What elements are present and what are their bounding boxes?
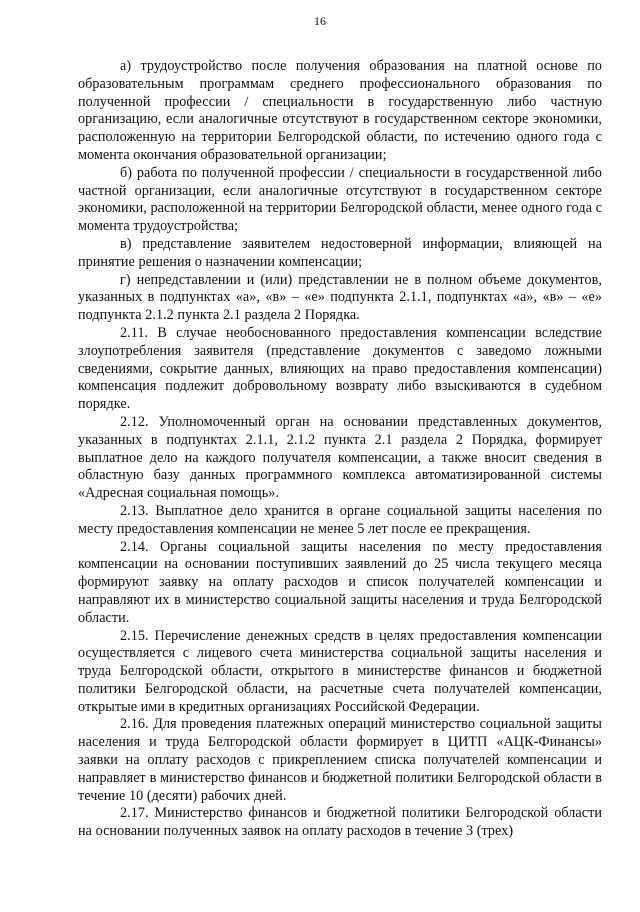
paragraph-item-v: в) представление заявителем недостоверной информации, влияющей на принятие решения о назначении компенсации; (78, 235, 602, 270)
paragraph-2-17: 2.17. Министерство финансов и бюджетной политики Белгородской области на основании полученных заявок на оплату расходов в течение 3 (трех) (78, 805, 602, 840)
page-number: 16 (314, 14, 326, 28)
paragraph-2-14: 2.14. Органы социальной защиты населения по месту предоставления компенсации на основании поступивших заявлений до 25 числа текущего месяца формируют заявку на оплату расходов и список получателей компенсации и направляют их в министерство социальной защиты населения и труда Белгородской области. (78, 538, 602, 626)
paragraph-2-11: 2.11. В случае необоснованного предоставления компенсации вследствие злоупотребления заявителя (представление документов с заведомо ложными сведениями, сокрытие данных, влияющих на право предоставления компенсации) компенсация подлежит добровольному возврату либо взыскиваются в судебном порядке. (78, 324, 602, 413)
paragraph-2-12: 2.12. Уполномоченный орган на основании представленных документов, указанных в подпунктах 2.1.1, 2.1.2 пункта 2.1 раздела 2 Порядка, формирует выплатное дело на каждого получателя компенсации, а также вносит сведения в областную базу данных программного комплекса автоматизированной системы «Адресная социальная помощь». (78, 413, 602, 502)
paragraph-item-b: б) работа по полученной профессии / специальности в государственной либо частной организации, если аналогичные отсутствуют в государственном секторе экономики, расположенной на территории Белгородской области, менее одного года с момента трудоустройства; (78, 164, 602, 235)
paragraph-2-15: 2.15. Перечисление денежных средств в целях предоставления компенсации осуществляется с лицевого счета министерства социальной защиты населения и труда Белгородской области, открытого в министерстве финансов и бюджетной политики Белгородской области, на расчетные счета получателей компенсации, открытые ими в кредитных организациях Российской Федерации. (78, 627, 602, 715)
paragraph-2-13: 2.13. Выплатное дело хранится в органе социальной защиты населения по месту предоставления компенсации не менее 5 лет после ее прекращения. (78, 502, 602, 537)
paragraph-item-a: а) трудоустройство после получения образования на платной основе по образовательным программам среднего профессионального образования по полученной профессии / специальности в государственную либо частную организацию, если аналогичные отсутствуют в государственном секторе экономики, расположенную на территории Белгородской области, по истечению одного года с момента окончания образовательной организации; (78, 58, 602, 163)
paragraph-item-g: г) непредставлении и (или) представлении не в полном объеме документов, указанных в подпунктах «а», «в» – «е» подпункта 2.1.1, подпунктах «а», «в» – «е» подпункта 2.1.2 пункта 2.1 раздела 2 Порядка. (78, 271, 602, 324)
document-body (78, 58, 602, 841)
paragraph-2-16: 2.16. Для проведения платежных операций министерство социальной защиты населения и труда Белгородской области формирует в ЦИТП «АЦК-Финансы» заявки на оплату расходов с прикреплением списка получателей компенсации и направляет в министерство финансов и бюджетной политики Белгородской области в течение 10 (десяти) рабочих дней. (78, 716, 602, 804)
